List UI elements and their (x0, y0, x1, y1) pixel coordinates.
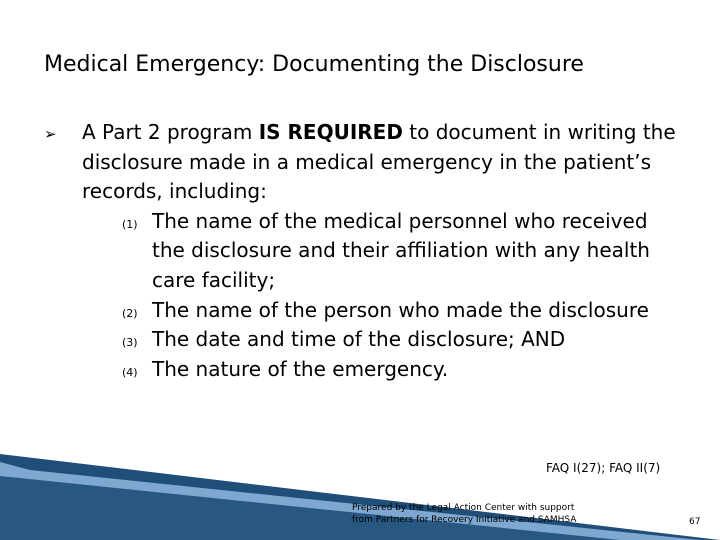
item-text: The name of the medical personnel who received the disclosure and their affiliation with any health care facility; (152, 208, 650, 292)
arrow-bullet-icon: ➢ (44, 125, 57, 143)
item-text: The name of the person who made the disclosure (152, 297, 649, 322)
requirements-list (82, 207, 682, 385)
intro-text-pre: A Part 2 program (82, 120, 259, 144)
intro-emphasis: IS REQUIRED (258, 120, 403, 144)
item-number: (2) (122, 306, 138, 320)
footer-note-line: Prepared by the Legal Action Center with support (352, 503, 575, 513)
footer-note-line: from Partners for Recovery Initiative and SAMHSA (352, 515, 577, 525)
list-item (82, 355, 682, 385)
faq-reference: FAQ I(27); FAQ II(7) (546, 461, 661, 475)
item-number: (1) (122, 217, 138, 231)
list-item (82, 207, 682, 296)
item-text: The date and time of the disclosure; AND (152, 327, 566, 352)
list-item (82, 325, 682, 355)
intro-text-post: to document in writing the disclosure made in a medical emergency in the patient’s records, including: (82, 120, 676, 204)
item-number: (3) (122, 336, 138, 350)
slide-title: Medical Emergency: Documenting the Disclosure (44, 52, 584, 77)
intro-paragraph (82, 118, 682, 207)
item-text: The nature of the emergency. (152, 356, 449, 381)
list-item (82, 296, 682, 326)
page-number: 67 (689, 517, 701, 527)
slide-body (82, 118, 682, 384)
item-number: (4) (122, 365, 138, 379)
footer-note (352, 502, 576, 526)
